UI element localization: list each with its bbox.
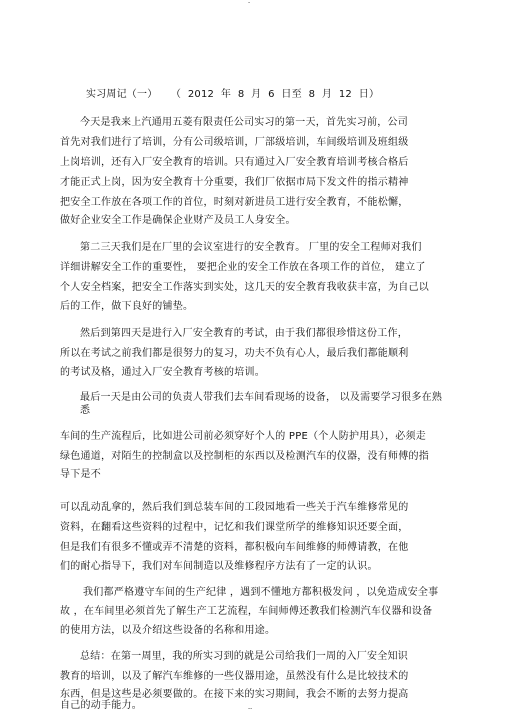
paragraph-1-line-4: 才能正式上岗，因为安全教育十分重要，我们厂依据市局下发文件的指示精神 [60, 177, 409, 188]
paragraph-5-line-3: 但是我们有很多不懂或弄不清楚的资料，都积极向车间维修的师傅请教，在他 [60, 542, 409, 553]
paragraph-7-line-4: 自己的动手能力。 [60, 700, 142, 711]
paragraph-4-line-2: 悉 [80, 405, 91, 416]
paragraph-1-line-3: 上岗培训，还有入厂安全教育的培训。只有通过入厂安全教育培训考核合格后 [60, 157, 409, 168]
paragraph-2-line-3: 个人安全档案，把安全工作落实到实处，这几天的安全教育我收获丰富，为自己以 [60, 282, 429, 293]
paragraph-2-line-1: 第二三天我们是在厂里的会议室进行的安全教育。 厂里的安全工程师对我们 [80, 242, 422, 253]
paragraph-4-line-1: 最后一天是由公司的负责人带我们去车间看现场的设备， 以及需要学习很多在熟 [80, 392, 443, 403]
paragraph-6-line-1: 我们都严格遵守车间的生产纪律 ，遇到不懂地方都积极发问 ，以免造成安全事 [83, 587, 439, 598]
paragraph-6-line-2: 故 ，在车间里必须首先了解生产工艺流程，车间师傅还教我们检测汽车仪器和设备 [60, 606, 433, 617]
paragraph-2-line-2: 详细讲解安全工作的重要性， 要把企业的安全工作放在各项工作的首位， 建立了 [60, 262, 426, 273]
paragraph-2-line-4: 后的工作，做下良好的铺垫。 [60, 301, 194, 312]
paragraph-5-line-4: 们的耐心指导下，我们对车间制造以及维修程序方法有了一定的认识。 [60, 561, 378, 572]
weekly-report-heading: 实习周记（一） （ 2012 年 8 月 6 日至 8 月 12 日） [86, 89, 380, 100]
page-top-mark: - [248, 0, 251, 6]
paragraph-1-line-1: 今天是我来上汽通用五菱有限责任公司实习的第一天，首先实习前，公司 [80, 117, 408, 128]
paragraph-3-line-3: 的考试及格，通过入厂安全教育考核的培训。 [60, 367, 265, 378]
paragraph-7-line-3: 东西，但是这些是必须要做的。在接下来的实习期间，我会不断的去努力提高 [60, 689, 409, 700]
paragraph-4-line-3: 车间的生产流程后，比如进公司前必须穿好个人的 PPE（个人防护用具），必须走 [60, 431, 427, 442]
paragraph-3-line-1: 然后到第四天是进行入厂安全教育的考试，由于我们都很珍惜这份工作， [80, 328, 408, 339]
paragraph-1-line-2: 首先对我们进行了培训，分有公司级培训，厂部级培训，车间级培训及班组级 [60, 137, 409, 148]
paragraph-4-line-5: 导下是不 [60, 469, 101, 480]
paragraph-3-line-2: 所以在考试之前我们都是很努力的复习，功夫不负有心人，最后我们都能顺利 [60, 348, 409, 359]
paragraph-7-line-1: 总结：在第一周里，我的所实习到的就是公司给我们一周的入厂安全知识 [80, 651, 408, 662]
page-bottom-mark: -- [248, 705, 253, 712]
paragraph-5-line-1: 可以乱动乱拿的，然后我们到总装车间的工段园地看一些关于汽车维修常见的 [60, 502, 409, 513]
paragraph-5-line-2: 资料，在翻看这些资料的过程中，记忆和我们课堂所学的维修知识还要全面， [60, 522, 409, 533]
paragraph-4-line-4: 绿色通道，对陌生的控制盒以及控制柜的东西以及检测汽车的仪器，没有师傅的指 [60, 451, 429, 462]
paragraph-1-line-6: 做好企业安全工作是确保企业财产及员工人身安全。 [60, 215, 296, 226]
paragraph-7-line-2: 教育的培训，以及了解汽车维修的一些仪器用途，虽然没有什么是比较技术的 [60, 671, 409, 682]
paragraph-6-line-3: 的使用方法，以及介绍这些设备的名称和用途。 [60, 625, 276, 636]
paragraph-1-line-5: 把安全工作放在各项工作的首位，时刻对新进员工进行安全教育，不能松懈， [60, 197, 409, 208]
